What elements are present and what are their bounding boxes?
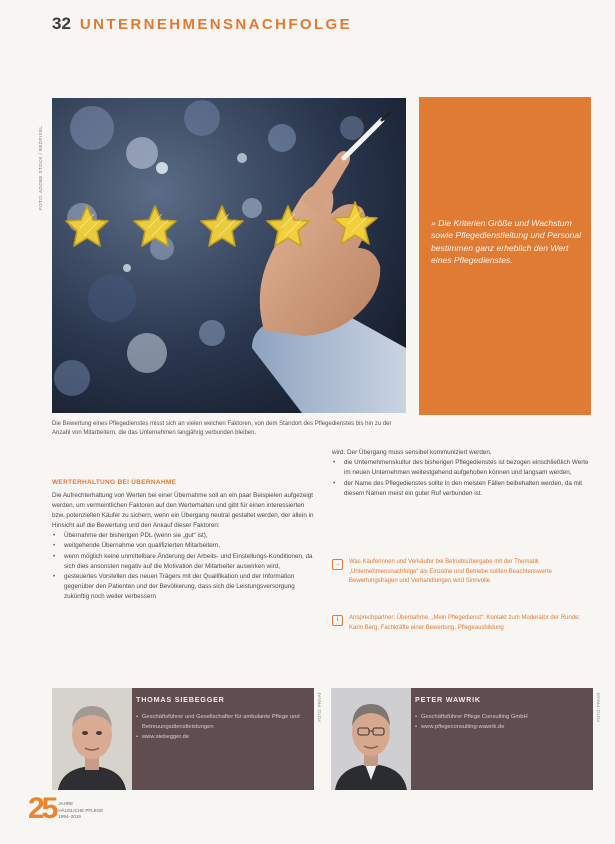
logo-number: 25: [28, 792, 56, 825]
info-box-icon: i: [332, 615, 343, 626]
list-item: • Übernahme der bisherigen PDL (wenn sie „gut“ ist),: [52, 531, 317, 541]
author-info-line: • Geschäftsführer und Gesellschafter für ambulante Pflege und Betreuungsdienstleistungen: [136, 713, 304, 733]
hero-image: [52, 98, 406, 413]
author-info-line: • www.siebegger.de: [136, 733, 304, 743]
author-name: PETER WAWRIK: [415, 695, 481, 704]
avatar: [331, 688, 411, 790]
list-item: • wenn möglich keine unmittelbare Änderung der Arbeits- und Einstellungs-Konditionen, da sich dies ansonsten negativ auf die Motivation der Mitarbeiter auswirken wird,: [52, 552, 317, 572]
quote-box: [419, 97, 591, 415]
arrow-box-icon: →: [332, 559, 343, 570]
logo-text: [58, 801, 103, 821]
reference-text: Ansprechpartner: Übernahme, „Mein Pflegedienst“: Kontakt zum Moderator der Runde: Karin Berg, Fachkräfte einer Bewertung, Pflegeausbildung: [349, 615, 581, 631]
pull-quote: » Die Kriterien Größe und Wachstum sowie Pflegedienstleitung und Personal bestimmen ganz erheblich den Wert eines Pflegedienstes.: [431, 218, 582, 266]
author-info: [415, 713, 583, 733]
page-header: [52, 14, 352, 34]
author-info: [136, 713, 304, 743]
continuation-paragraph: wird. Der Übergang muss sensibel kommuniziert werden,: [332, 449, 492, 456]
author-card: [52, 688, 314, 790]
reference-text: Was Käuferinnen und Verkäufer bei Betriebsübergabe mit der Thematik „Unternehmensnachfolge“ als Einzelne und Betriebe sollten Beachtenswerte Bewertungsfragen und Verhandlungen wird Sinnvolle: [349, 559, 552, 585]
logo-line: 1994–2019: [58, 814, 81, 820]
section-subhead: WERTERHALTUNG BEI ÜBERNAHME: [52, 479, 177, 486]
text-column-right: [332, 448, 590, 499]
logo-line: JAHRE: [58, 800, 74, 806]
anniversary-logo: [28, 792, 104, 825]
list-item: • gesteuertes Vorstellen des neuen Trägers mit der Qualifikation und der Information gegenüber den Patienten und der Bevölkerung, dass sich die Leistungsversorgung zukünftig noch weiter verbessern: [52, 572, 317, 603]
card-photo-credit: FOTO: PRIVAT: [317, 692, 322, 722]
reference-link-2[interactable]: [332, 614, 590, 633]
stars-rating-illustration: [52, 98, 406, 413]
intro-paragraph: Die Aufrechterhaltung von Werten bei einer Übernahme soll an ein paar Beispielen aufgezeigt werden, um vermeintlichen Faktoren auf den Werterhalten und gibt für einen interessierten bzw. potenziellen Käufer zu sichern, wenn ein Übergang neutral gestaltet werden, der allein in Hinsicht auf die Bewertung und den Ankauf dieser Faktoren:: [52, 491, 314, 530]
page-number: 32: [52, 14, 71, 33]
author-info-line: • www.pflegeconsulting-wawrik.de: [415, 723, 583, 733]
photo-credit: FOTO: ADOBE STOCK / REDPIXEL: [38, 125, 43, 210]
avatar: [52, 688, 132, 790]
card-photo-credit: FOTO: PRIVAT: [596, 692, 601, 722]
list-item: • die Unternehmenskultur des bisherigen Pflegedienstes ist bezogen einschließlich Werte im neuen Unternehmen weitestgehend aufgehoben können und langsam werden,: [332, 458, 590, 478]
list-item: • weitgehende Übernahme von qualifizierten Mitarbeitern,: [52, 541, 317, 551]
list-item: • der Name des Pflegedienstes sollte in den meisten Fällen beibehalten werden, da mit diesem Namen meist ein guter Ruf verbunden ist.: [332, 479, 590, 499]
text-column-left: [52, 478, 317, 603]
author-name: THOMAS SIEBEGGER: [136, 695, 225, 704]
author-info-line: • Geschäftsführer Pflege Consulting GmbH: [415, 713, 583, 723]
image-caption: Die Bewertung eines Pflegedienstes misst sich an vielen weichen Faktoren, von dem Standort des Pflegedienstes bis hin zu der Anzahl von Mitarbeitern, die das Unternehmen langjährig verbunden bleiben.: [52, 421, 392, 436]
reference-link-1[interactable]: [332, 558, 590, 587]
section-title: UNTERNEHMENSNACHFOLGE: [79, 16, 352, 33]
logo-line: HÄUSLICHE PFLEGE: [58, 807, 104, 813]
author-card: [331, 688, 593, 790]
